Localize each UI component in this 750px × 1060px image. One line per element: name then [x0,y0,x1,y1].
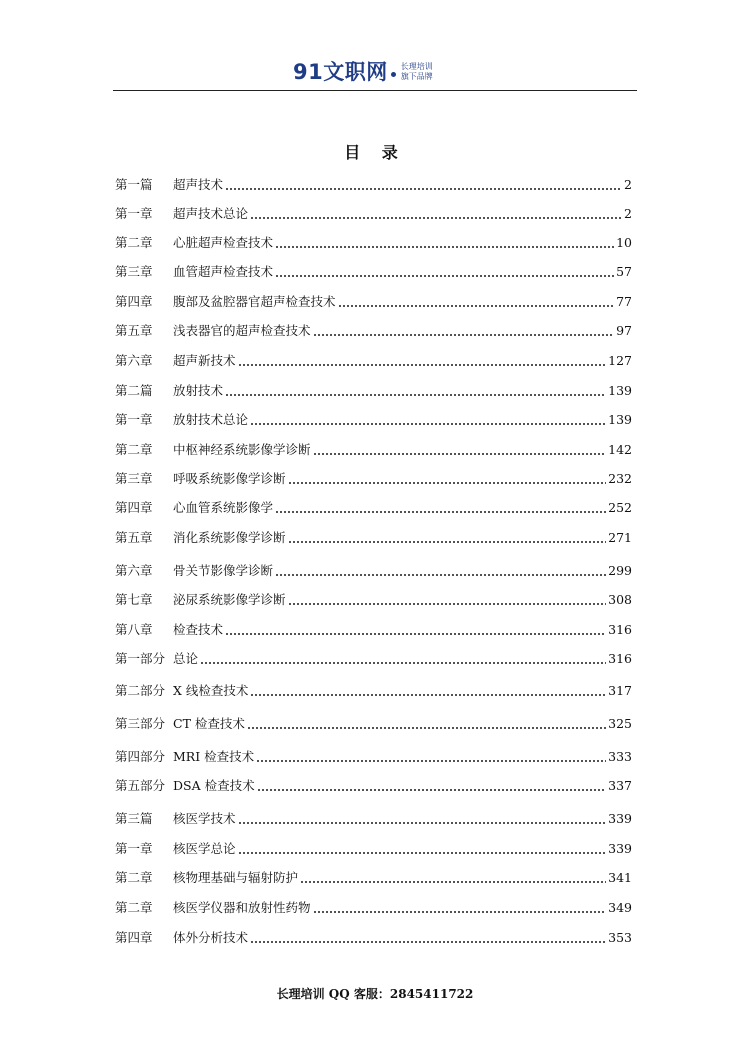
toc-entry-label: 第三篇 [115,811,153,826]
toc-entry-title: 核医学仪器和放射性药物 [173,900,311,915]
toc-entry-label: 第三章 [115,471,153,486]
toc-entry-page: 127 [608,353,632,368]
dot-leader [200,662,606,664]
toc-entry [115,381,632,401]
tagline-line-2: 旗下品牌 [400,72,433,81]
toc-entry-page: 2 [624,177,632,192]
toc-entry-title: 消化系统影像学诊断 [173,530,286,545]
toc-entry-page: 271 [608,530,632,545]
toc-entry-page: 316 [608,622,632,637]
toc-entry-title: 放射技术 [173,383,224,398]
toc-entry [115,262,632,282]
toc-entry-title: 超声技术 [173,177,224,192]
toc-entry-label: 第四章 [115,294,153,309]
toc-entry [115,528,632,548]
toc-entry-label: 第二部分 [115,683,166,698]
dot-leader [275,275,614,277]
toc-entry-page: 349 [608,900,632,915]
toc-entry-label: 第三部分 [115,716,166,731]
dot-leader [250,217,622,219]
toc-entry [115,868,632,888]
toc-entry-page: 252 [608,500,632,515]
dot-leader [250,941,606,943]
toc-entry-title: 核物理基础与辐射防护 [173,870,299,885]
logo-dot-icon [391,72,396,77]
toc-entry [115,469,632,489]
toc-entry-title: 放射技术总论 [173,412,249,427]
toc-entry [115,351,632,371]
brand-logo [293,59,433,85]
toc-entry-label: 第五章 [115,323,153,338]
toc-entry-page: 10 [616,235,632,250]
toc-entry-title: DSA 检查技术 [173,778,255,793]
toc-entry-label: 第一章 [115,841,153,856]
toc-entry-title: 核医学总论 [173,841,236,856]
toc-entry [115,321,632,341]
dot-leader [288,603,607,605]
dot-leader [275,511,606,513]
toc-entry [115,175,632,195]
toc-entry [115,620,632,640]
toc-entry-label: 第四部分 [115,749,166,764]
toc-entry-title: MRI 检查技术 [173,749,255,764]
toc-entry-label: 第一章 [115,206,153,221]
dot-leader [288,482,607,484]
toc-entry-title: 浅表器官的超声检查技术 [173,323,311,338]
toc-entry-page: 97 [616,323,632,338]
toc-entry-page: 341 [608,870,632,885]
header-divider [113,90,637,91]
toc-entry-page: 339 [608,841,632,856]
toc-entry-title: 核医学技术 [173,811,236,826]
toc-entry-label: 第四章 [115,500,153,515]
page-header [113,56,637,92]
toc-entry [115,776,632,796]
tagline-line-1: 长理培训 [400,62,433,71]
toc-entry [115,292,632,312]
toc-entry-label: 第二章 [115,235,153,250]
dot-leader [275,246,614,248]
dot-leader [313,334,615,336]
toc-entry-title: 中枢神经系统影像学诊断 [173,442,311,457]
toc-entry-label: 第六章 [115,353,153,368]
toc-entry-label: 第二篇 [115,383,153,398]
toc-entry-page: 299 [608,563,632,578]
toc-entry-label: 第一部分 [115,651,166,666]
toc-entry [115,410,632,430]
toc-entry-page: 77 [616,294,632,309]
toc-entry [115,928,632,948]
toc-entry-page: 232 [608,471,632,486]
toc-entry-label: 第三章 [115,264,153,279]
dot-leader [238,364,607,366]
dot-leader [225,188,622,190]
toc-entry [115,440,632,460]
toc-entry-title: CT 检查技术 [173,716,245,731]
toc-entry-page: 139 [608,412,632,427]
toc-entry-label: 第一章 [115,412,153,427]
dot-leader [288,541,607,543]
toc-entry-label: 第一篇 [115,177,153,192]
toc-entry-title: 总论 [173,651,199,666]
dot-leader [275,574,606,576]
toc-entry [115,649,632,669]
toc-entry-title: 心血管系统影像学 [173,500,274,515]
toc-entry [115,809,632,829]
toc-entry-label: 第四章 [115,930,153,945]
dot-leader [225,394,606,396]
dot-leader [256,760,606,762]
toc-entry-page: 339 [608,811,632,826]
toc-entry-page: 353 [608,930,632,945]
toc-entry-title: 泌尿系统影像学诊断 [173,592,286,607]
toc-entry [115,498,632,518]
toc-entry-title: 超声新技术 [173,353,236,368]
dot-leader [313,453,607,455]
toc-entry-page: 308 [608,592,632,607]
page-footer: 长理培训 QQ 客服：2845411722 [276,987,474,1001]
toc-entry [115,561,632,581]
toc-entry-title: 血管超声检查技术 [173,264,274,279]
toc-entry [115,681,632,701]
toc-entry-title: X 线检查技术 [173,683,249,698]
dot-leader [225,633,606,635]
toc-entry [115,233,632,253]
toc-entry-page: 139 [608,383,632,398]
toc-entry-title: 检查技术 [173,622,224,637]
dot-leader [238,822,607,824]
dot-leader [238,852,607,854]
toc-title: 目 录 [344,143,406,162]
toc-entry-title: 腹部及盆腔器官超声检查技术 [173,294,336,309]
toc-entry [115,590,632,610]
dot-leader [247,727,606,729]
toc-entry-title: 心脏超声检查技术 [173,235,274,250]
dot-leader [257,789,607,791]
toc-entry-page: 57 [616,264,632,279]
dot-leader [250,423,606,425]
toc-entry-label: 第八章 [115,622,153,637]
toc-entry [115,747,632,767]
toc-entry-page: 2 [624,206,632,221]
dot-leader [250,694,606,696]
logo-tagline [401,62,433,82]
toc-entry [115,898,632,918]
toc-entry-page: 337 [608,778,632,793]
toc-entry-title: 呼吸系统影像学诊断 [173,471,286,486]
toc-entry-page: 317 [608,683,632,698]
dot-leader [313,911,607,913]
toc-entry-title: 超声技术总论 [173,206,249,221]
toc-entry-page: 142 [608,442,632,457]
toc-entry-page: 325 [608,716,632,731]
toc-entry-label: 第二章 [115,900,153,915]
toc-entry-page: 316 [608,651,632,666]
toc-entry-page: 333 [608,749,632,764]
toc-entry-label: 第七章 [115,592,153,607]
toc-entry-label: 第五章 [115,530,153,545]
toc-entry-title: 体外分析技术 [173,930,249,945]
toc-entry-label: 第二章 [115,442,153,457]
toc-entry-title: 骨关节影像学诊断 [173,563,274,578]
toc-entry [115,839,632,859]
logo-text: 91文职网 [293,60,388,84]
toc-entry [115,204,632,224]
dot-leader [338,305,615,307]
toc-entry-label: 第二章 [115,870,153,885]
dot-leader [300,881,606,883]
toc-entry [115,714,632,734]
toc-entry-label: 第六章 [115,563,153,578]
toc-entry-label: 第五部分 [115,778,166,793]
